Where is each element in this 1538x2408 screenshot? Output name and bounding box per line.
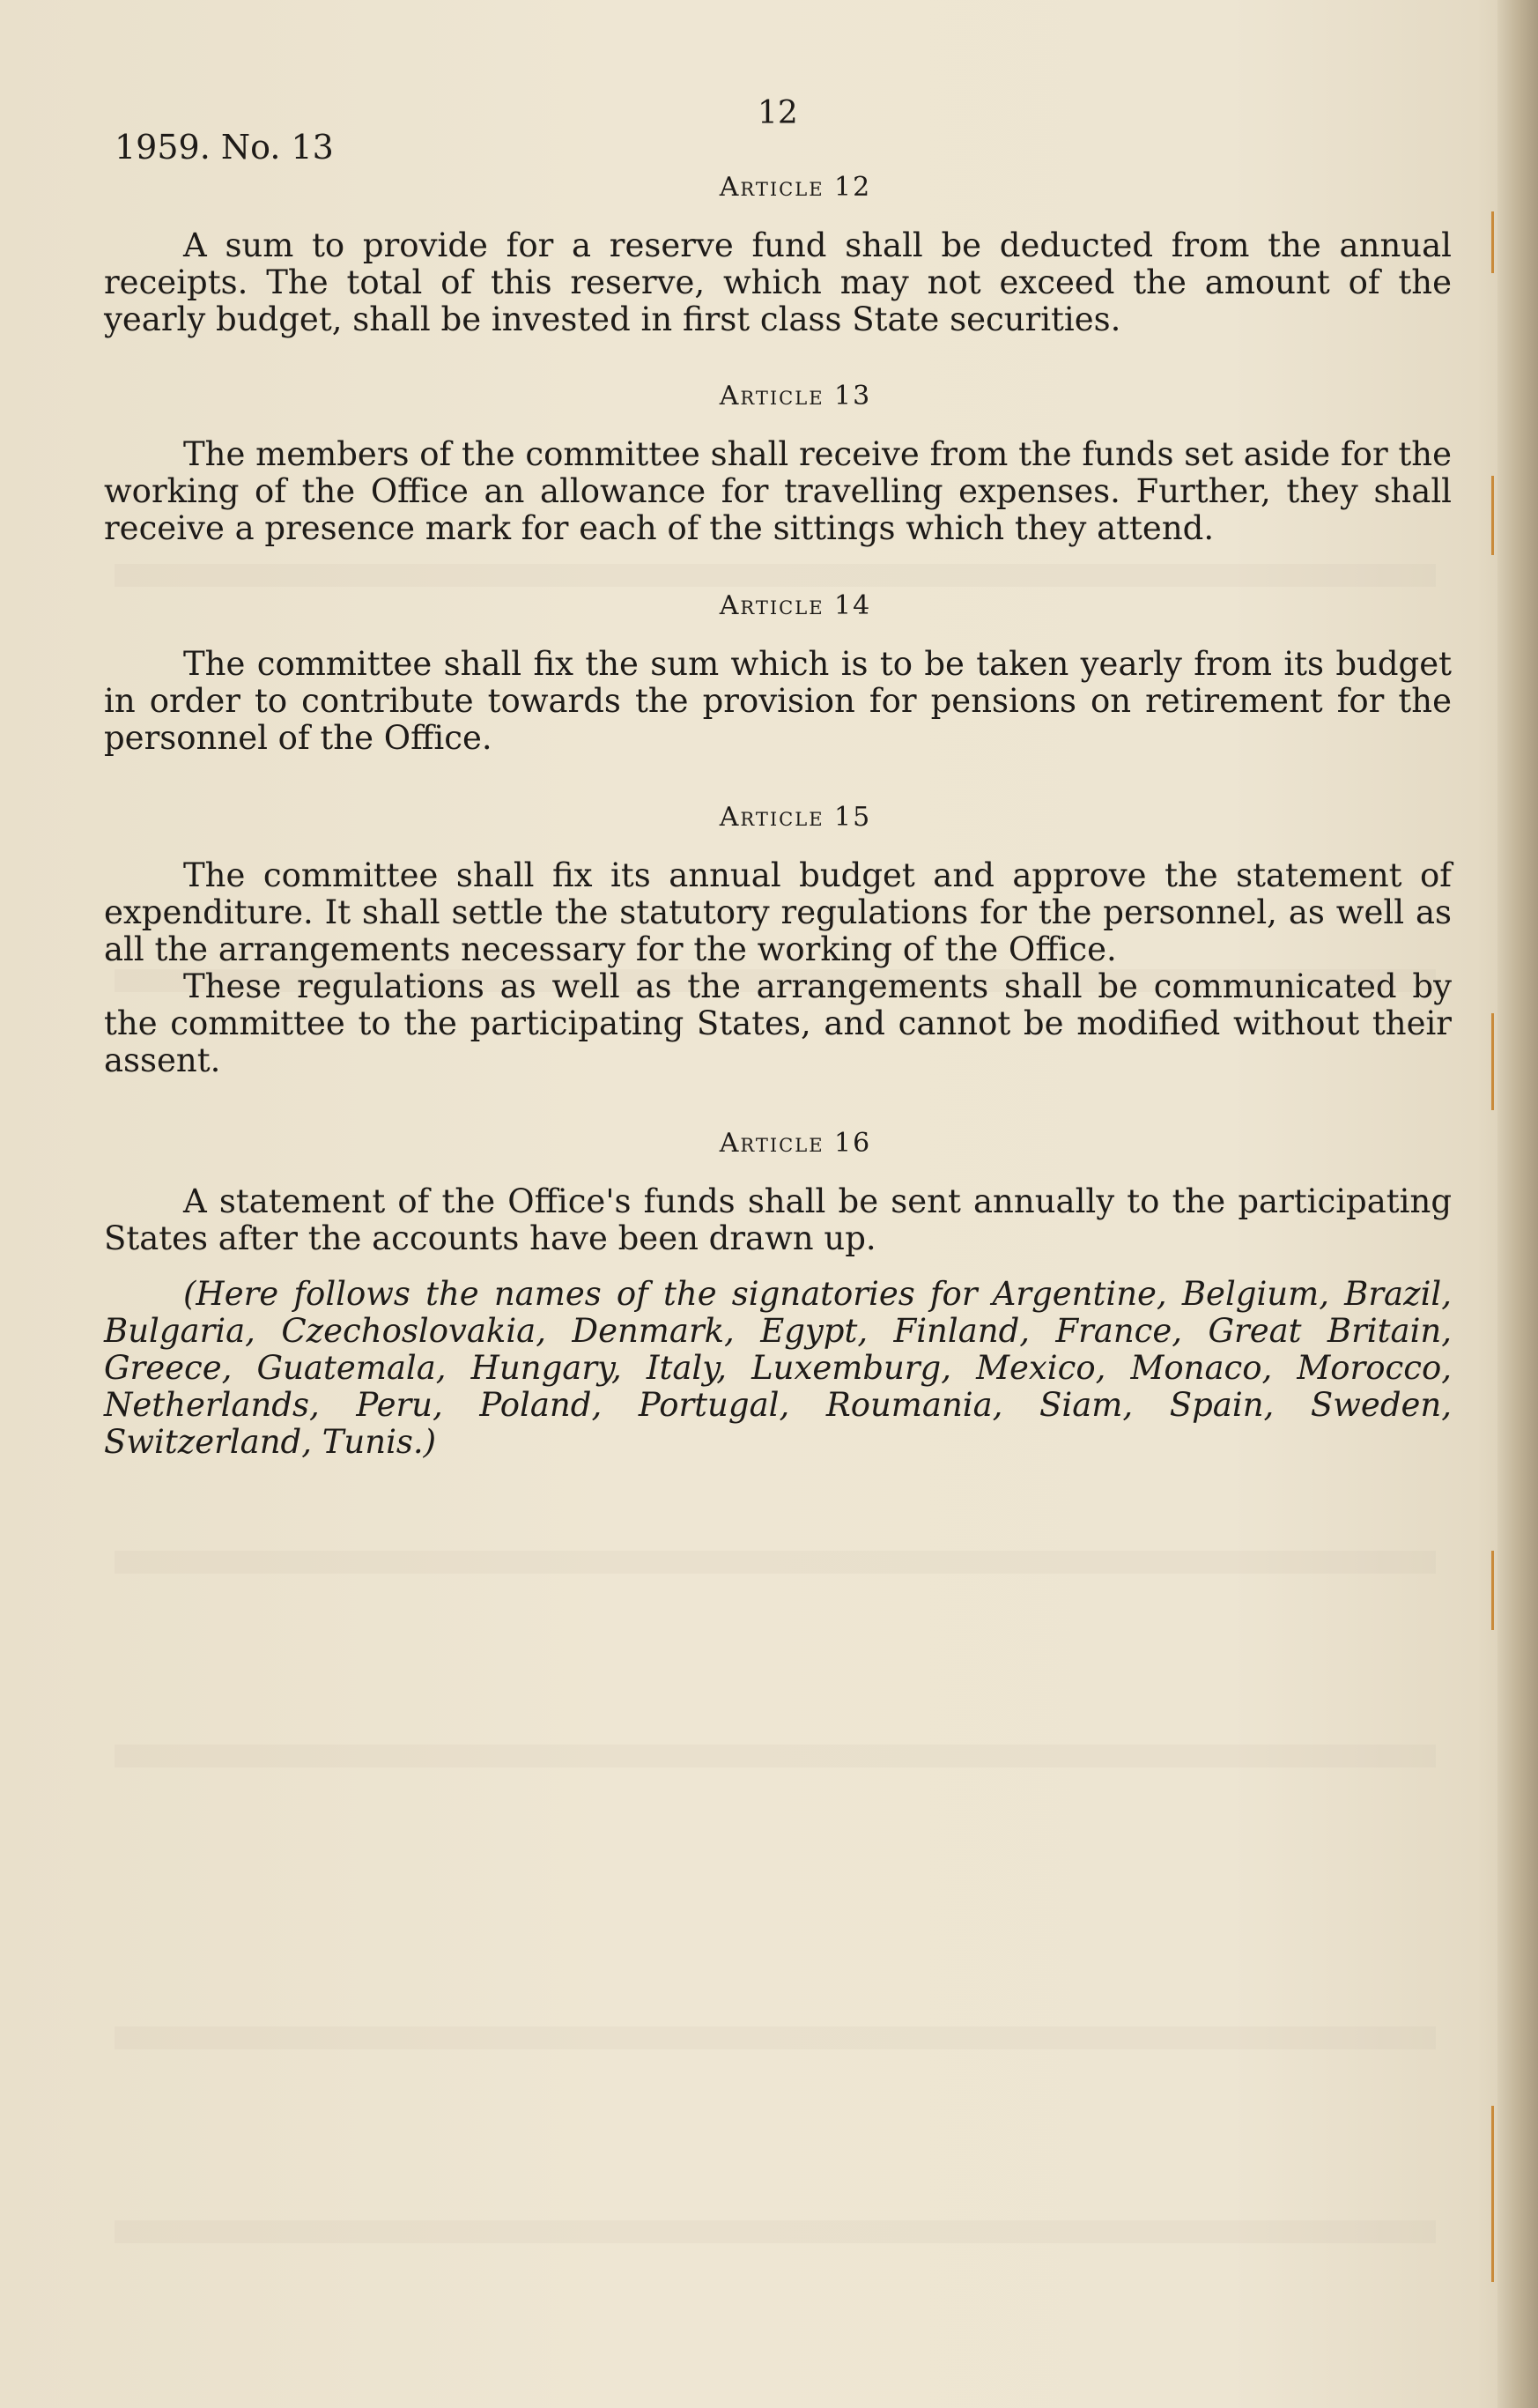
article-heading: Article 16 [719, 1128, 872, 1159]
signatories-note: (Here follows the names of the signatories for Argentine, Belgium, Brazil, Bulgaria, Czechoslovakia, Denmark, Egypt, Finland, France, Great Britain, Greece, Guatemala, Hungary, Italy, Luxemburg, Mexico, Monaco, Morocco, Netherlands, Peru, Poland, Portugal, Roumania, Siam, Spain, Sweden, Switzerland, Tunis.) [104, 1275, 1452, 1461]
article-paragraph: The committee shall fix its annual budget and approve the statement of expenditure. It shall settle the statutory regulations for the personnel, as well as all the arrangements necessary for the working of the Office. [104, 856, 1452, 968]
article-14 [104, 590, 1452, 757]
article-paragraph: The members of the committee shall receive from the funds set aside for the working of the Office an allowance for travelling expenses. Further, they shall receive a presence mark for each of the sittings which they attend. [104, 435, 1452, 547]
bleed-through-shadow [115, 564, 1436, 587]
article-heading: Article 14 [719, 590, 872, 621]
binding-mark [1491, 476, 1494, 555]
article-heading: Article 15 [719, 802, 872, 833]
article-heading: Article 12 [719, 172, 872, 203]
document-reference: 1959. No. 13 [115, 128, 334, 167]
page-binding-edge [1497, 0, 1538, 2408]
article-paragraph: A statement of the Office's funds shall be sent annually to the participating States after the accounts have been drawn up. [104, 1182, 1452, 1257]
binding-mark [1491, 2106, 1494, 2282]
bleed-through-shadow [115, 1745, 1436, 1767]
article-heading: Article 13 [719, 381, 872, 411]
binding-mark [1491, 1013, 1494, 1110]
article-12 [104, 172, 1452, 338]
article-paragraph: A sum to provide for a reserve fund shall be deducted from the annual receipts. The total of this reserve, which may not exceed the amount of the yearly budget, shall be invested in first class State securities. [104, 226, 1452, 338]
binding-mark [1491, 1551, 1494, 1630]
article-15 [104, 802, 1452, 1079]
page-number: 12 [758, 95, 798, 131]
article-16 [104, 1128, 1452, 1257]
binding-mark [1491, 211, 1494, 273]
article-13 [104, 381, 1452, 547]
bleed-through-shadow [115, 1551, 1436, 1574]
article-paragraph: These regulations as well as the arrangements shall be communicated by the committee to the participating States, and cannot be modified without their assent. [104, 967, 1452, 1079]
signatories-note-block [104, 1276, 1452, 1461]
bleed-through-shadow [115, 2026, 1436, 2049]
bleed-through-shadow [115, 2220, 1436, 2243]
article-paragraph: The committee shall fix the sum which is to be taken yearly from its budget in order to contribute towards the provision for pensions on retirement for the personnel of the Office. [104, 645, 1452, 757]
